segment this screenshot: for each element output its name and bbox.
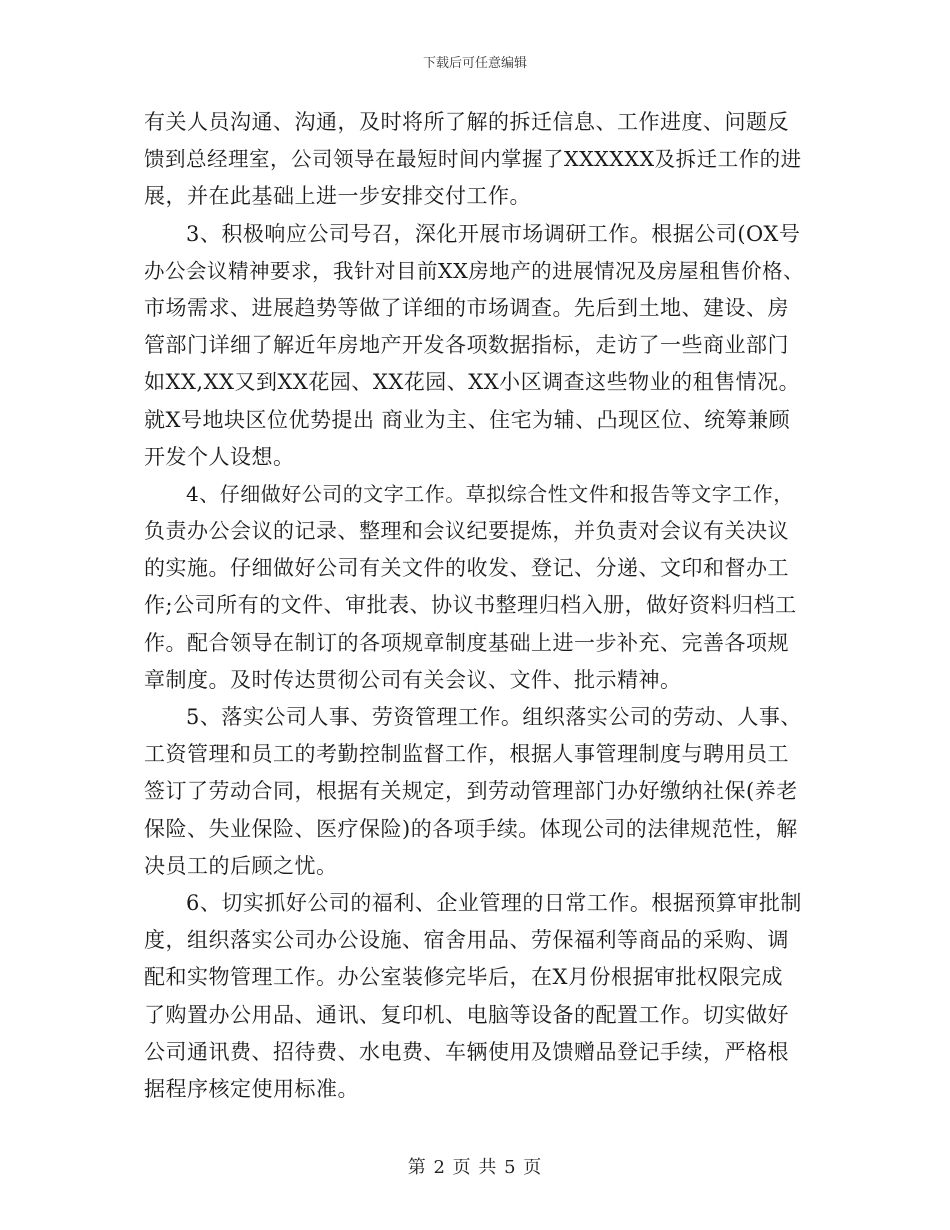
paragraph-first-line: 3、积极响应公司号召，深化开展市场调研工作。根据公司(OX号 (186, 221, 801, 246)
paragraph-line: 作。配合领导在制订的各项规章制度基础上进一步补充、完善各项规 (144, 630, 789, 655)
paragraph-line: 了购置办公用品、通讯、复印机、电脑等设备的配置工作。切实做好 (144, 1002, 789, 1027)
paragraph-line: 展，并在此基础上进一步安排交付工作。 (144, 184, 531, 209)
paragraph-line: 有关人员沟通、沟通，及时将所了解的拆迁信息、工作进度、问题反 (144, 110, 789, 134)
paragraph-first-line: 4、仔细做好公司的文字工作。草拟综合性文件和报告等文字工作， (186, 481, 794, 506)
paragraph-line: 签订了劳动合同，根据有关规定，到劳动管理部门办好缴纳社保(养老 (144, 779, 798, 804)
paragraph-line: 工资管理和员工的考勤控制监督工作，根据人事管理制度与聘用员工 (144, 742, 789, 767)
paragraph-line: 办公会议精神要求，我针对目前XX房地产的进展情况及房屋租售价格、 (144, 258, 805, 283)
paragraph-first-line: 5、落实公司人事、劳资管理工作。组织落实公司的劳动、人事、 (186, 705, 802, 729)
paragraph-line: 就X号地块区位优势提出 商业为主、住宅为辅、凸现区位、统筹兼顾 (144, 407, 791, 432)
paragraph-line: 作;公司所有的文件、审批表、协议书整理归档入册，做好资料归档工 (144, 593, 797, 618)
paragraph-line: 据程序核定使用标准。 (144, 1076, 359, 1101)
paragraph-line: 管部门详细了解近年房地产开发各项数据指标，走访了一些商业部门 (144, 333, 789, 358)
paragraph-line: 配和实物管理工作。办公室装修完毕后，在X月份根据审批权限完成 (144, 965, 783, 990)
paragraph-line: 度，组织落实公司办公设施、宿舍用品、劳保福利等商品的采购、调 (144, 928, 789, 953)
paragraph-line: 市场需求、进展趋势等做了详细的市场调查。先后到土地、建设、房 (144, 295, 789, 320)
paragraph-line: 决员工的后顾之忧。 (144, 853, 338, 878)
paragraph-line: 公司通讯费、招待费、水电费、车辆使用及馈赠品登记手续，严格根 (144, 1039, 789, 1064)
paragraph-line: 如XX,XX又到XX花园、XX花园、XX小区调查这些物业的租售情况。 (144, 370, 801, 395)
page-footer: 第 2 页 共 5 页 (407, 1157, 543, 1178)
paragraph-line: 的实施。仔细做好公司有关文件的收发、登记、分递、文印和督办工 (144, 556, 789, 581)
paragraph-line: 馈到总经理室，公司领导在最短时间内掌握了XXXXXX及拆迁工作的进 (144, 147, 802, 172)
paragraph-line: 开发个人设想。 (144, 444, 295, 469)
paragraph-line: 章制度。及时传达贯彻公司有关会议、文件、批示精神。 (144, 667, 682, 692)
paragraph-first-line: 6、切实抓好公司的福利、企业管理的日常工作。根据预算审批制 (186, 890, 802, 915)
document-body (144, 104, 806, 1108)
paragraph-line: 保险、失业保险、医疗保险)的各项手续。体现公司的法律规范性，解 (144, 816, 798, 841)
page-header: 下载后可任意编辑 (422, 56, 527, 71)
paragraph-line: 负责办公会议的记录、整理和会议纪要提炼，并负责对会议有关决议 (144, 519, 789, 544)
